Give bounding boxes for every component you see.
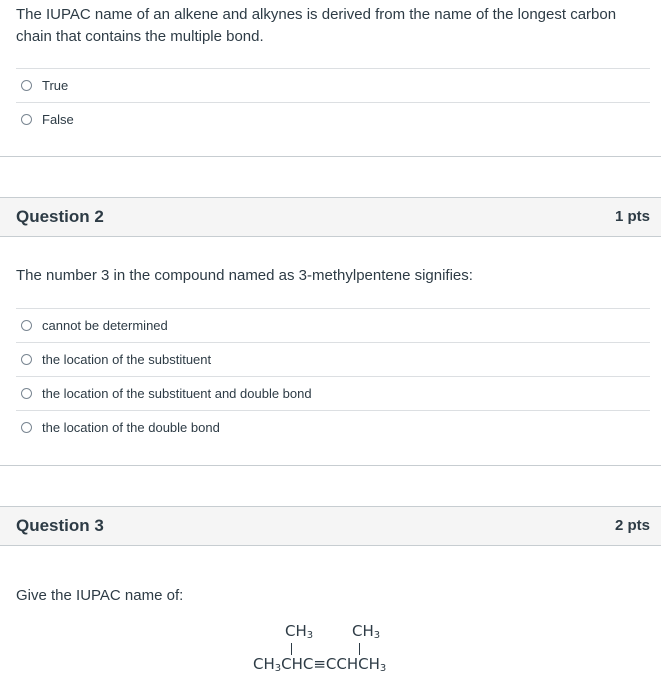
subscript: 3 [274, 663, 282, 674]
answer-option-false[interactable] [16, 102, 650, 136]
question-1-text: The IUPAC name of an alkene and alkynes is derived from the name of the longest carbon chain that contains the multiple bond. [16, 6, 617, 45]
radio-button-icon[interactable] [21, 388, 32, 399]
question-3-header [0, 506, 661, 546]
bond-line [359, 643, 360, 655]
main-chain [253, 655, 386, 674]
question-1-answers [16, 68, 650, 136]
answer-label: False [42, 112, 74, 127]
main-chain-part-a: CH [253, 655, 275, 673]
radio-button-icon[interactable] [21, 422, 32, 433]
answer-label: the location of the substituent [42, 352, 212, 367]
answer-option-3[interactable] [16, 376, 650, 410]
radio-button-icon[interactable] [21, 114, 32, 125]
question-points: 2 pts [614, 517, 650, 534]
branch-methyl-1-text: CH [285, 622, 307, 640]
answer-option-true[interactable] [16, 68, 650, 102]
branch-methyl-2-text: CH [352, 622, 374, 640]
radio-button-icon[interactable] [21, 320, 32, 331]
question-title: Question 3 [16, 516, 104, 535]
answer-option-1[interactable] [16, 308, 650, 342]
radio-button-icon[interactable] [21, 80, 32, 91]
question-separator [0, 156, 661, 157]
question-title: Question 2 [16, 207, 104, 226]
question-separator [0, 465, 661, 466]
subscript: 3 [373, 630, 381, 641]
question-2-text: The number 3 in the compound named as 3-methylpentene signifies: [16, 267, 473, 284]
subscript: 3 [379, 663, 387, 674]
bond-line [291, 643, 292, 655]
branch-methyl-2 [352, 622, 380, 641]
answer-option-2[interactable] [16, 342, 650, 376]
question-2-answers [16, 308, 650, 444]
radio-button-icon[interactable] [21, 354, 32, 365]
answer-option-4[interactable] [16, 410, 650, 444]
subscript: 3 [306, 630, 314, 641]
answer-label: True [42, 78, 69, 93]
question-2-header [0, 197, 661, 237]
question-3-text: Give the IUPAC name of: [16, 587, 184, 604]
main-chain-part-b: CHC≡CCHCH [281, 655, 380, 673]
answer-label: the location of the double bond [42, 420, 220, 435]
answer-label: the location of the substituent and double bond [42, 386, 312, 401]
answer-label: cannot be determined [42, 318, 168, 333]
question-points: 1 pts [614, 208, 650, 225]
branch-methyl-1 [285, 622, 313, 641]
